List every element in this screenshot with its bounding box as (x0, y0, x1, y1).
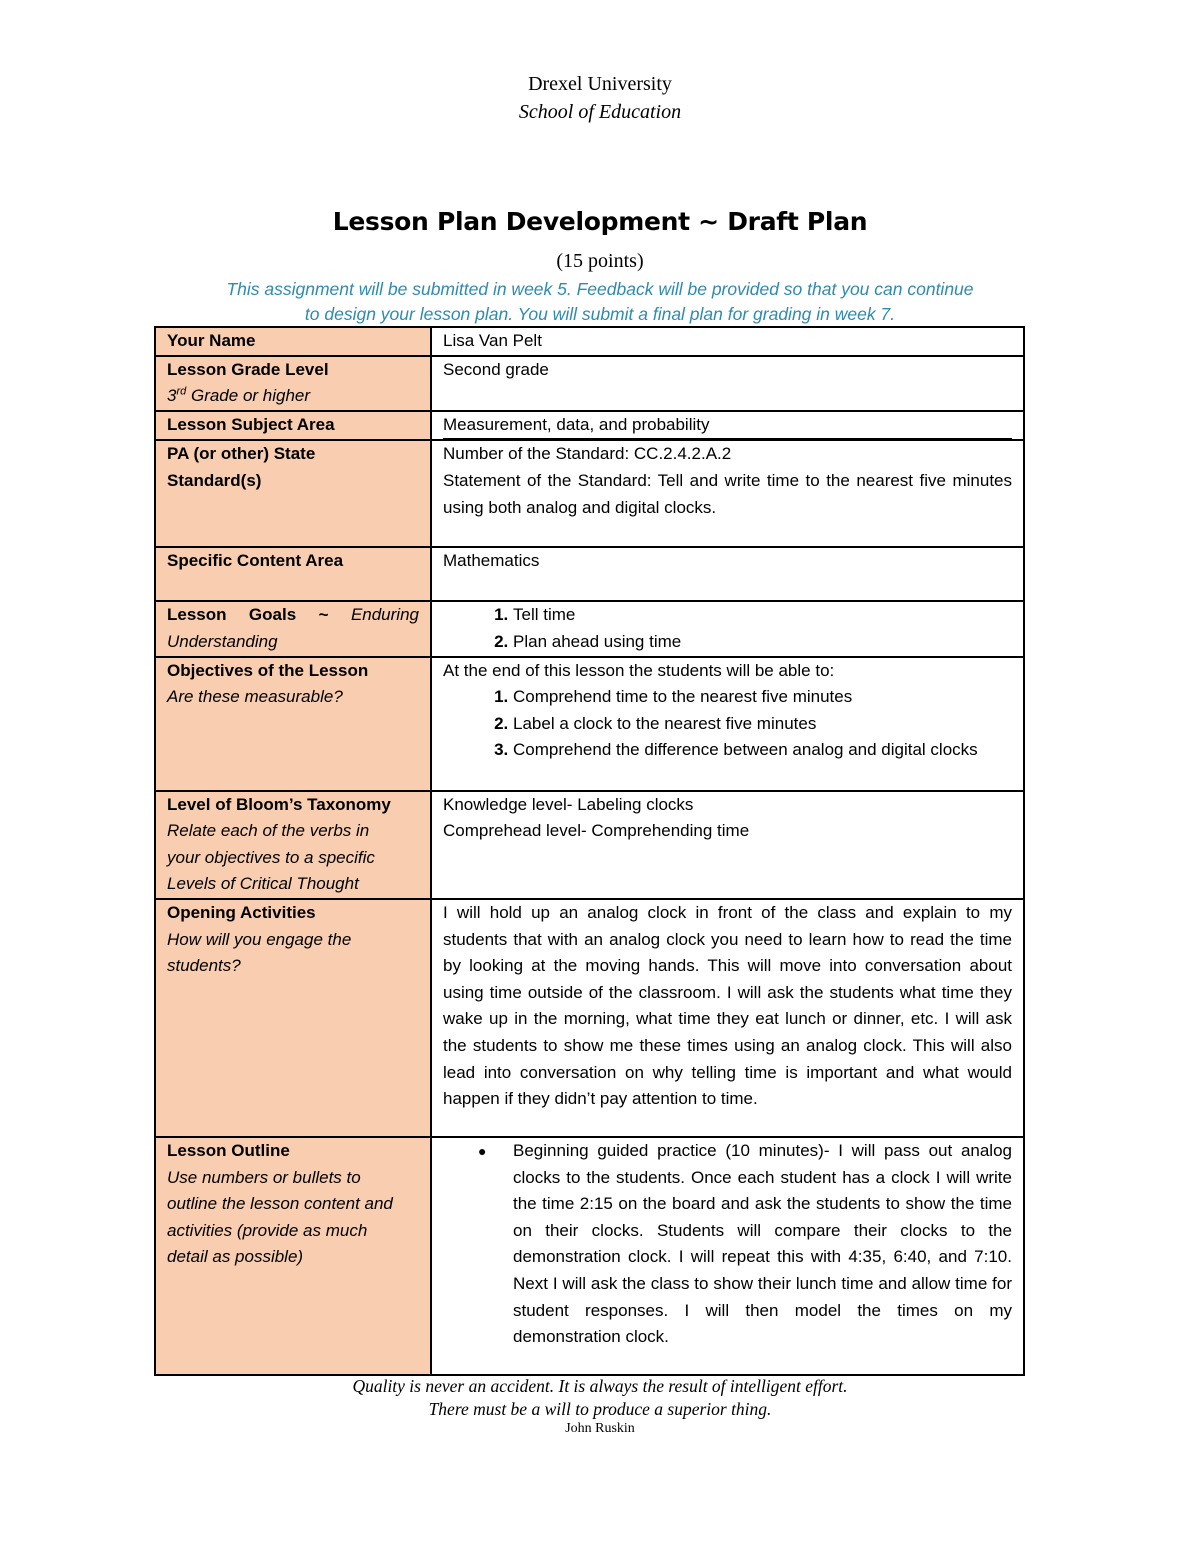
value-cell (431, 440, 1024, 547)
page-title: Lesson Plan Development ~ Draft Plan (332, 207, 868, 236)
label-subject-area: Lesson Subject Area (167, 414, 335, 434)
row-lesson-outline (155, 1137, 1024, 1375)
submission-note-line-2: to design your lesson plan. You will submit a final plan for grading in week 7. (304, 304, 896, 324)
value-cell (431, 899, 1024, 1137)
quote-line-1: Quality is never an accident. It is always the result of intelligent effort. (352, 1376, 848, 1396)
row-blooms-taxonomy (155, 791, 1024, 899)
label-cell (155, 601, 431, 656)
value-cell (431, 547, 1024, 601)
value-content-area: Mathematics (443, 551, 540, 571)
value-cell (431, 657, 1024, 791)
points-label: (15 points) (556, 250, 644, 272)
opening-activities-text: I will hold up an analog clock in front of the class and explain to my students that with an analog clock you need to learn how to read the time by looking at the moving hands. This will move into conversation about using time outside of the classroom. I will ask the students what time they wake up in the morning, what time they eat lunch or dinner, etc. I will ask the students to show me these times using an analog clock. This will also lead into conversation on why telling time is important and what would happen if they didn’t pay attention to time. (443, 902, 1012, 1109)
label-cell (155, 547, 431, 601)
standard-number: Number of the Standard: CC.2.4.2.A.2 (443, 444, 732, 464)
value-cell (431, 327, 1024, 356)
blooms-comprehension: Comprehead level- Comprehending time (443, 821, 750, 841)
university-name: Drexel University (528, 73, 672, 95)
objectives-intro: At the end of this lesson the students will be able to: (443, 660, 835, 680)
label-cell (155, 657, 431, 791)
list-item: 2. Plan ahead using time (513, 629, 1012, 656)
row-content-area (155, 547, 1024, 601)
label-cell (155, 1137, 431, 1375)
label-lesson-goals: Lesson Goals ~ Enduring Understanding (167, 605, 419, 651)
label-content-area: Specific Content Area (167, 551, 344, 571)
list-item: ● Beginning guided practice (10 minutes)- I will pass out analog clocks to the students. Once each student has a clock I will write the time 2:15 on the board and ask the students to show the time on their clocks. Students will compare their clocks to the demonstration clock. I will repeat this with 4:35, 6:40, and 7:10. Next I will ask the class to show their lunch time and allow time for student responses. I will then model the times on my demonstration clock. (513, 1138, 1012, 1351)
quote-line-2: There must be a will to produce a superior thing. (428, 1399, 772, 1419)
label-grade-level: Lesson Grade Level (167, 359, 329, 379)
row-objectives (155, 657, 1024, 791)
label-cell (155, 899, 431, 1137)
sublabel-grade-level: 3rd Grade or higher (167, 385, 311, 406)
value-cell (431, 411, 1024, 441)
row-your-name (155, 327, 1024, 356)
value-grade-level: Second grade (443, 359, 549, 379)
row-subject-area (155, 411, 1024, 441)
list-item: 2. Label a clock to the nearest five minutes (513, 711, 1012, 738)
label-objectives: Objectives of the Lesson (167, 660, 369, 680)
sublabel-outline: Use numbers or bullets to outline the lesson content and activities (provide as much detail as possible) (167, 1167, 393, 1267)
footer-quote (0, 1375, 1200, 1421)
blooms-knowledge: Knowledge level- Labeling clocks (443, 794, 694, 814)
label-cell (155, 440, 431, 547)
label-cell (155, 411, 431, 441)
goals-list (443, 602, 1012, 655)
outline-list (443, 1138, 1012, 1351)
label-blooms: Level of Bloom’s Taxonomy (167, 794, 391, 814)
lesson-plan-table (154, 326, 1025, 1376)
label-cell (155, 791, 431, 899)
sublabel-blooms: Relate each of the verbs in your objectives to a specific Levels of Critical Thought (167, 821, 375, 894)
list-item: 3. Comprehend the difference between analog and digital clocks (513, 737, 1012, 764)
quote-author: John Ruskin (565, 1421, 635, 1436)
list-item: 1. Comprehend time to the nearest five minutes (513, 684, 1012, 711)
label-cell (155, 356, 431, 411)
row-grade-level (155, 356, 1024, 411)
list-item: 1. Tell time (513, 602, 1012, 629)
value-cell (431, 356, 1024, 411)
objectives-list (443, 684, 1012, 764)
standard-statement: Statement of the Standard: Tell and write time to the nearest five minutes using both analog and digital clocks. (443, 470, 1012, 517)
row-lesson-goals (155, 601, 1024, 656)
value-cell (431, 1137, 1024, 1375)
school-name: School of Education (518, 101, 682, 123)
label-opening: Opening Activities (167, 902, 316, 922)
sublabel-opening: How will you engage the students? (167, 929, 352, 976)
value-subject-area: Measurement, data, and probability (443, 412, 1012, 440)
label-your-name: Your Name (167, 331, 256, 350)
submission-note-line-1: This assignment will be submitted in week 5. Feedback will be provided so that you can continue (226, 279, 974, 299)
label-state-standard: PA (or other) State Standard(s) (167, 444, 316, 490)
value-cell (431, 791, 1024, 899)
sublabel-objectives: Are these measurable? (167, 687, 343, 707)
submission-note (0, 277, 1200, 327)
row-opening-activities (155, 899, 1024, 1137)
label-cell (155, 327, 431, 356)
row-state-standard (155, 440, 1024, 547)
value-cell (431, 601, 1024, 656)
label-outline: Lesson Outline (167, 1140, 290, 1160)
value-your-name: Lisa Van Pelt (443, 331, 542, 350)
